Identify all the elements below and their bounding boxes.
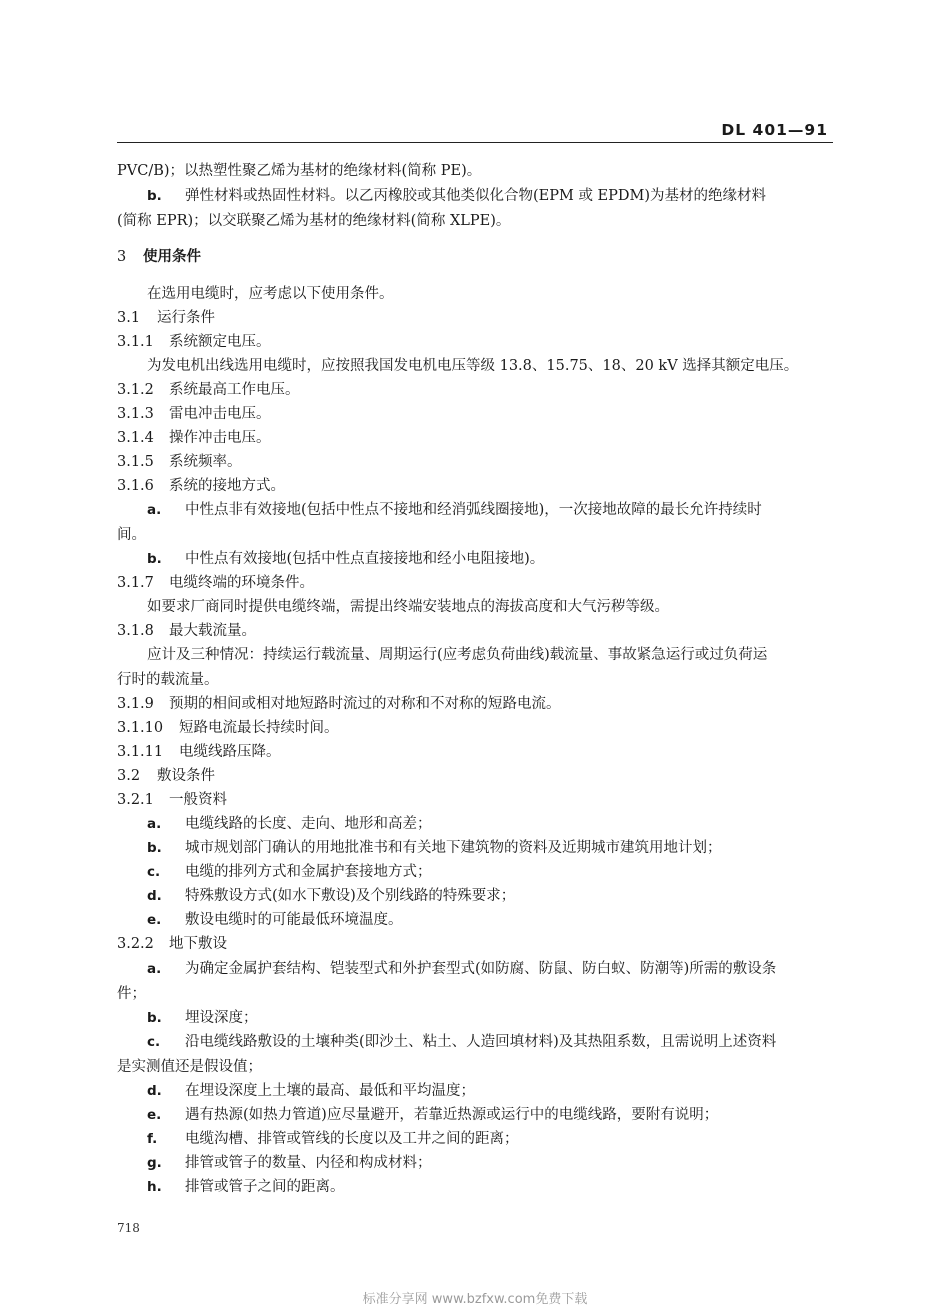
list-marker: e. bbox=[147, 1107, 162, 1123]
clause-number: 3.1.9 bbox=[117, 696, 154, 712]
header-rule bbox=[117, 142, 833, 143]
clause-number: 3.1.5 bbox=[117, 454, 154, 470]
line-text: 特殊敷设方式(如水下敷设)及个别线路的特殊要求； bbox=[185, 888, 516, 904]
list-marker: d. bbox=[147, 888, 162, 904]
list-item bbox=[147, 959, 776, 979]
list-marker: e. bbox=[147, 912, 162, 928]
clause-line bbox=[117, 694, 561, 714]
line-text: 件； bbox=[117, 986, 146, 1002]
clause-number: 3.1 bbox=[117, 310, 141, 326]
list-item bbox=[147, 1153, 432, 1173]
line-text: 中性点非有效接地(包括中性点不接地和经消弧线圈接地)，一次接地故障的最长允许持续时 bbox=[185, 502, 762, 518]
clause-line bbox=[117, 766, 215, 786]
list-marker: c. bbox=[147, 864, 161, 880]
clause-number: 3.1.1 bbox=[117, 334, 154, 350]
paragraph-line bbox=[117, 161, 481, 181]
list-marker: d. bbox=[147, 1083, 162, 1099]
line-text: 中性点有效接地(包括中性点直接接地和经小电阻接地)。 bbox=[185, 551, 545, 567]
line-text: 电缆终端的环境条件。 bbox=[169, 575, 314, 591]
clause-line bbox=[117, 380, 300, 400]
clause-line bbox=[117, 621, 256, 641]
line-text: 为确定金属护套结构、铠装型式和外护套型式(如防腐、防鼠、防白蚁、防潮等)所需的敷设条 bbox=[185, 961, 777, 977]
clause-line bbox=[117, 332, 271, 352]
list-marker: a. bbox=[147, 961, 162, 977]
clause-number: 3.1.8 bbox=[117, 623, 154, 639]
paragraph-line bbox=[117, 1057, 262, 1077]
list-marker: c. bbox=[147, 1034, 161, 1050]
paragraph-line bbox=[147, 597, 669, 617]
list-item bbox=[147, 910, 403, 930]
line-text: 敷设电缆时的可能最低环境温度。 bbox=[185, 912, 403, 928]
line-text: 在埋设深度上土壤的最高、最低和平均温度； bbox=[185, 1083, 475, 1099]
clause-number: 3.2 bbox=[117, 768, 141, 784]
paragraph-line bbox=[117, 984, 146, 1004]
line-text: 电缆线路的长度、走向、地形和高差； bbox=[185, 816, 432, 832]
line-text: 使用条件 bbox=[143, 249, 201, 265]
clause-line bbox=[117, 742, 281, 762]
line-text: 间。 bbox=[117, 527, 146, 543]
line-text: 为发电机出线选用电缆时，应按照我国发电机电压等级 13.8、15.75、18、20 kV 选择其额定电压。 bbox=[147, 358, 799, 374]
line-text: 系统最高工作电压。 bbox=[169, 382, 300, 398]
line-text: 短路电流最长持续时间。 bbox=[179, 720, 339, 736]
list-item bbox=[147, 838, 722, 858]
page-number: 718 bbox=[117, 1221, 140, 1235]
line-text: 排管或管子之间的距离。 bbox=[185, 1179, 345, 1195]
list-item bbox=[147, 862, 432, 882]
line-text: 遇有热源(如热力管道)应尽量避开，若靠近热源或运行中的电缆线路，要附有说明； bbox=[185, 1107, 719, 1123]
line-text: 在选用电缆时，应考虑以下使用条件。 bbox=[147, 286, 394, 302]
list-item bbox=[147, 549, 544, 569]
list-item bbox=[147, 500, 762, 520]
clause-number: 3 bbox=[117, 249, 127, 265]
paragraph-line bbox=[147, 645, 767, 665]
line-text: 最大载流量。 bbox=[169, 623, 256, 639]
list-item bbox=[147, 1008, 258, 1028]
list-item bbox=[147, 1032, 776, 1052]
clause-line bbox=[117, 718, 339, 738]
line-text: 沿电缆线路敷设的土壤种类(即沙土、粘土、人造回填材料)及其热阻系数，且需说明上述资料 bbox=[185, 1034, 777, 1050]
list-marker: f. bbox=[147, 1131, 158, 1147]
clause-number: 3.1.2 bbox=[117, 382, 154, 398]
line-text: 城市规划部门确认的用地批准书和有关地下建筑物的资料及近期城市建筑用地计划； bbox=[185, 840, 722, 856]
line-text: 操作冲击电压。 bbox=[169, 430, 271, 446]
paragraph-line bbox=[117, 670, 219, 690]
list-marker: b. bbox=[147, 1010, 162, 1026]
line-text: 如要求厂商同时提供电缆终端，需提出终端安装地点的海拔高度和大气污秽等级。 bbox=[147, 599, 669, 615]
clause-number: 3.1.11 bbox=[117, 744, 164, 760]
line-text: 弹性材料或热固性材料。以乙丙橡胶或其他类似化合物(EPM 或 EPDM)为基材的绝缘材料 bbox=[185, 188, 767, 204]
list-item bbox=[147, 1081, 475, 1101]
clause-line bbox=[117, 790, 227, 810]
paragraph-line bbox=[147, 356, 798, 376]
paragraph-line bbox=[117, 525, 146, 545]
line-text: 系统的接地方式。 bbox=[169, 478, 285, 494]
line-text: 电缆线路压降。 bbox=[179, 744, 281, 760]
clause-number: 3.2.2 bbox=[117, 936, 154, 952]
list-marker: a. bbox=[147, 816, 162, 832]
line-text: 运行条件 bbox=[157, 310, 215, 326]
clause-number: 3.2.1 bbox=[117, 792, 154, 808]
document-code-header: DL 401—91 bbox=[721, 121, 828, 139]
line-text: 是实测值还是假设值； bbox=[117, 1059, 262, 1075]
list-item bbox=[147, 1105, 718, 1125]
paragraph-line bbox=[147, 284, 394, 304]
paragraph-line bbox=[117, 211, 510, 231]
clause-line bbox=[117, 573, 314, 593]
line-text: 雷电冲击电压。 bbox=[169, 406, 271, 422]
line-text: 敷设条件 bbox=[157, 768, 215, 784]
clause-number: 3.1.4 bbox=[117, 430, 154, 446]
list-item bbox=[147, 1129, 519, 1149]
list-item bbox=[147, 886, 515, 906]
clause-number: 3.1.6 bbox=[117, 478, 154, 494]
line-text: 埋设深度； bbox=[185, 1010, 258, 1026]
line-text: 一般资料 bbox=[169, 792, 227, 808]
clause-line bbox=[117, 452, 242, 472]
clause-line bbox=[117, 308, 215, 328]
line-text: 排管或管子的数量、内径和构成材料； bbox=[185, 1155, 432, 1171]
clause-line bbox=[117, 934, 227, 954]
section-heading bbox=[117, 247, 201, 267]
line-text: 行时的载流量。 bbox=[117, 672, 219, 688]
watermark-footer: 标准分享网 www.bzfxw.com免费下载 bbox=[362, 1292, 588, 1307]
clause-number: 3.1.10 bbox=[117, 720, 164, 736]
list-marker: h. bbox=[147, 1179, 162, 1195]
list-marker: b. bbox=[147, 551, 162, 567]
clause-number: 3.1.7 bbox=[117, 575, 154, 591]
line-text: 电缆沟槽、排管或管线的长度以及工井之间的距离； bbox=[185, 1131, 519, 1147]
clause-number: 3.1.3 bbox=[117, 406, 154, 422]
list-item bbox=[147, 186, 766, 206]
line-text: 应计及三种情况：持续运行载流量、周期运行(应考虑负荷曲线)载流量、事故紧急运行或过负荷运 bbox=[147, 647, 768, 663]
line-text: 系统额定电压。 bbox=[169, 334, 271, 350]
list-marker: b. bbox=[147, 840, 162, 856]
line-text: (简称 EPR)；以交联聚乙烯为基材的绝缘材料(简称 XLPE)。 bbox=[117, 213, 511, 229]
line-text: 预期的相间或相对地短路时流过的对称和不对称的短路电流。 bbox=[169, 696, 561, 712]
line-text: PVC/B)；以热塑性聚乙烯为基材的绝缘材料(简称 PE)。 bbox=[117, 163, 482, 179]
line-text: 系统频率。 bbox=[169, 454, 242, 470]
list-marker: a. bbox=[147, 502, 162, 518]
clause-line bbox=[117, 428, 271, 448]
list-marker: g. bbox=[147, 1155, 162, 1171]
clause-line bbox=[117, 404, 271, 424]
line-text: 地下敷设 bbox=[169, 936, 227, 952]
line-text: 电缆的排列方式和金属护套接地方式； bbox=[185, 864, 432, 880]
list-marker: b. bbox=[147, 188, 162, 204]
clause-line bbox=[117, 476, 285, 496]
list-item bbox=[147, 1177, 345, 1197]
list-item bbox=[147, 814, 432, 834]
